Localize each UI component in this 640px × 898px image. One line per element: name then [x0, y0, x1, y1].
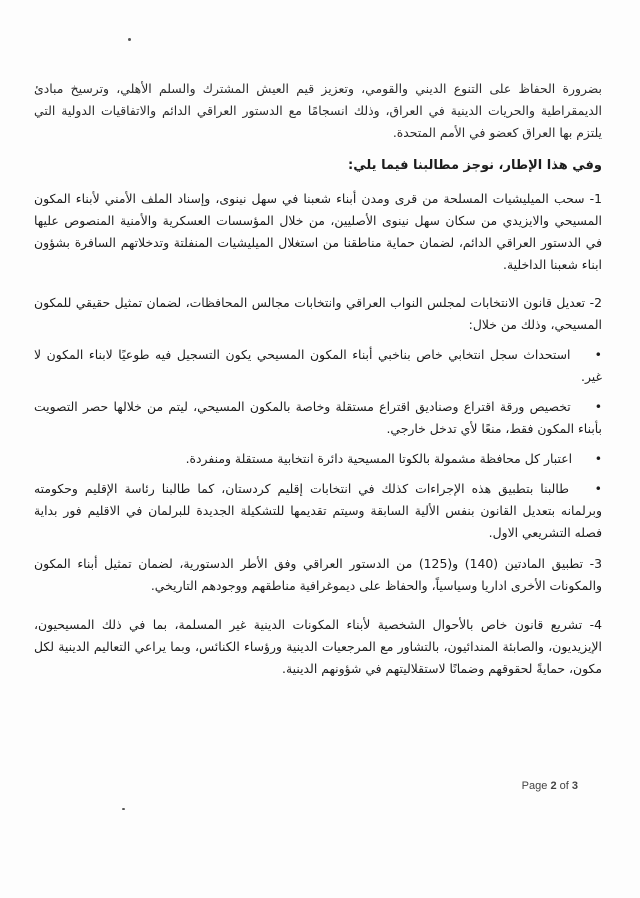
- bullet-item: [34, 344, 602, 388]
- of-label: of: [559, 780, 569, 792]
- bullet-icon: •: [594, 481, 602, 497]
- bullet-text: تخصيص ورقة اقتراع وصناديق اقتراع مستقلة وخاصة بالمكون المسيحي، ليتم من خلالها حصر التصويت بأبناء المكون فقط، منعًا لأي تدخل خارجي.: [34, 399, 602, 437]
- demands-heading: وفي هذا الإطار، نوجز مطالبنا فيما يلي:: [348, 158, 602, 173]
- bullet-icon: •: [594, 399, 602, 415]
- bullet-text: استحداث سجل انتخابي خاص بناخبي أبناء المكون المسيحي يكون التسجيل فيه طوعيًا لابناء المكون لا غير.: [34, 347, 602, 385]
- demand-item-4: [34, 614, 602, 680]
- item-number: 3-: [589, 556, 602, 572]
- item-text: سحب الميليشيات المسلحة من قرى ومدن أبناء شعبنا في سهل نينوى، وإسناد الملف الأمني لأبناء المكون المسيحي والايزيدي من سكان سهل نينوى الأصليين، من خلال المؤسسات العسكرية والأمنية المنصوص عليها في الدستور العراقي الدائم، لضمان حماية مناطقنا من استغلال الميليشيات المنفلتة وتدخلاتهم السافرة بشؤون ابناء شعبنا الداخلية.: [34, 191, 602, 273]
- item-text: تشريع قانون خاص بالأحوال الشخصية لأبناء المكونات الدينية غير المسلمة، بما في ذلك المسيحيون، الإيزيديون، والصابئة المندائيون، بالتشاور مع المرجعيات الدينية ورؤساء الكنائس، وبما يراعي التعاليم الدينية لكل مكون، حمايةً لحقوقهم وضمانًا لاستقلاليتهم في شؤونهم الدينية.: [34, 617, 602, 677]
- bullet-item: [34, 448, 602, 470]
- intro-paragraph: بضرورة الحفاظ على التنوع الديني والقومي، وتعزيز قيم العيش المشترك والسلم الأهلي، وترسيخ مبادئ الديمقراطية والحريات الدينية في العراق، وذلك انسجامًا مع الدستور العراقي الدائم والاتفاقيات الدولية التي يلتزم بها العراق كعضو في الأمم المتحدة.: [34, 81, 602, 141]
- total-pages-number: 3: [571, 780, 578, 792]
- bullet-item: [34, 396, 602, 440]
- bullet-item: [34, 478, 602, 544]
- bullet-text: اعتبار كل محافظة مشمولة بالكوتا المسيحية دائرة انتخابية مستقلة ومنفردة.: [185, 451, 573, 467]
- item-number: 2-: [589, 295, 602, 311]
- scan-speck: [122, 808, 125, 810]
- demand-item-1: [34, 188, 602, 276]
- page-label: Page: [521, 780, 548, 792]
- demand-item-3: [34, 553, 602, 597]
- item-number: 4-: [589, 617, 602, 633]
- item-text: تعديل قانون الانتخابات لمجلس النواب العراقي وانتخابات مجالس المحافظات، لضمان تمثيل حقيقي للمكون المسيحي، وذلك من خلال:: [34, 295, 602, 333]
- demand-item-2: [34, 292, 602, 336]
- bullet-text: طالبنا بتطبيق هذه الإجراءات كذلك في انتخابات إقليم كردستان، كما طالبنا رئاسة الإقليم وحكومته وبرلمانه بتعديل القانون بنفس الألية السابقة وسيتم تقديمها للتشكيلة الجديدة للبرلمان في الاقليم فور بداية فصله التشريعي الاول.: [34, 481, 602, 541]
- current-page-number: 2: [550, 780, 557, 792]
- bullet-icon: •: [594, 451, 602, 467]
- item-number: 1-: [589, 191, 602, 207]
- scan-speck: [128, 38, 131, 41]
- page-number-footer: [522, 780, 578, 792]
- item-text: تطبيق المادتين (140) و(125) من الدستور العراقي وفق الأطر الدستورية، لضمان تمثيل أبناء المكون والمكونات الأخرى اداريا وسياسياً، والحفاظ على ديموغرافية مناطقهم ووجودهم التاريخي.: [34, 556, 602, 594]
- bullet-icon: •: [594, 347, 602, 363]
